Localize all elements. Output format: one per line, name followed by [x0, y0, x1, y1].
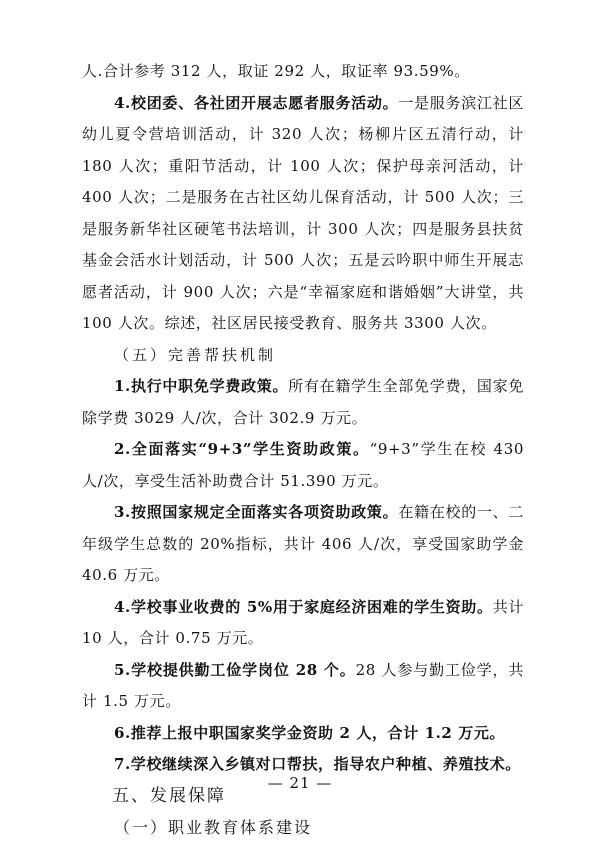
section-heading-support-mechanism: （五）完善帮扶机制 — [114, 345, 277, 364]
page-number: — 21 — — [267, 774, 333, 792]
paragraph-fee-aid-lead: 4.学校事业收费的 5%用于家庭经济困难的学生资助。 — [114, 597, 493, 616]
paragraph-fee-aid — [82, 592, 524, 655]
paragraph-volunteer-service-lead: 4.校团委、各社团开展志愿者服务活动。 — [114, 93, 399, 112]
paragraph-rural-assistance-lead: 7.学校继续深入乡镇对口帮扶，指导农户种植、养殖技术。 — [114, 755, 521, 773]
chapter-heading-development-guarantee: 五、发展保障 — [112, 785, 226, 806]
paragraph-work-study-lead: 5.学校提供勤工俭学岗位 28 个。 — [114, 660, 356, 679]
paragraph-volunteer-service — [82, 88, 524, 340]
section-heading-vocational-system: （一）职业教育体系建设 — [114, 818, 313, 837]
paragraph-fee-aid-body: 共计 10 人，合计 0.75 万元。 — [82, 597, 524, 647]
paragraph-certification-rate: 人.合计参考 312 人，取证 292 人，取证率 93.59%。 — [82, 62, 470, 80]
paragraph-national-grants-body: 在籍在校的一、二年级学生总数的 20%指标，共计 406 人/次，享受国家助学金 40.6 万元。 — [82, 503, 524, 584]
paragraph-national-grants — [82, 497, 524, 592]
paragraph-tuition-exemption-lead: 1.执行中职免学费政策。 — [114, 377, 289, 395]
paragraph-work-study — [82, 655, 524, 718]
paragraph-9-3-policy — [82, 434, 524, 497]
paragraph-work-study-body: 28 人参与勤工俭学，共计 1.5 万元。 — [82, 660, 525, 710]
paragraph-volunteer-service-body: 一是服务滨江社区幼儿夏令营培训活动，计 320 人次；杨柳片区五清行动，计 180 人次；重阳节活动，计 100 人次；保护母亲河活动，计 400 人次；二是服务在古社区幼儿保育活动，计 500 人次；三是服务新华社区硬笔书法培训，计 300 人次；四是服务县扶贫基金会活水计划活动，计 500 人次；五是云吟职中师生开展志愿者活动，计 900 人次；六是“幸福家庭和谐婚姻”大讲堂，共 100 人次。综述，社区居民接受教育、服务共 3300 人次。 — [82, 93, 524, 332]
paragraph-tuition-exemption — [82, 371, 524, 434]
paragraph-tuition-exemption-body: 所有在籍学生全部免学费，国家免除学费 3029 人/次，合计 302.9 万元。 — [82, 377, 524, 427]
paragraph-9-3-policy-lead: 2.全面落实“9+3”学生资助政策。 — [114, 440, 370, 458]
paragraph-national-scholarship-lead: 6.推荐上报中职国家奖学金资助 2 人，合计 1.2 万元。 — [114, 723, 506, 742]
paragraph-national-grants-lead: 3.按照国家规定全面落实各项资助政策。 — [114, 503, 399, 521]
paragraph-national-scholarship — [82, 718, 524, 750]
paragraph-9-3-policy-body: “9+3”学生在校 430 人/次，享受生活补助费合计 51.390 万元。 — [82, 440, 524, 490]
